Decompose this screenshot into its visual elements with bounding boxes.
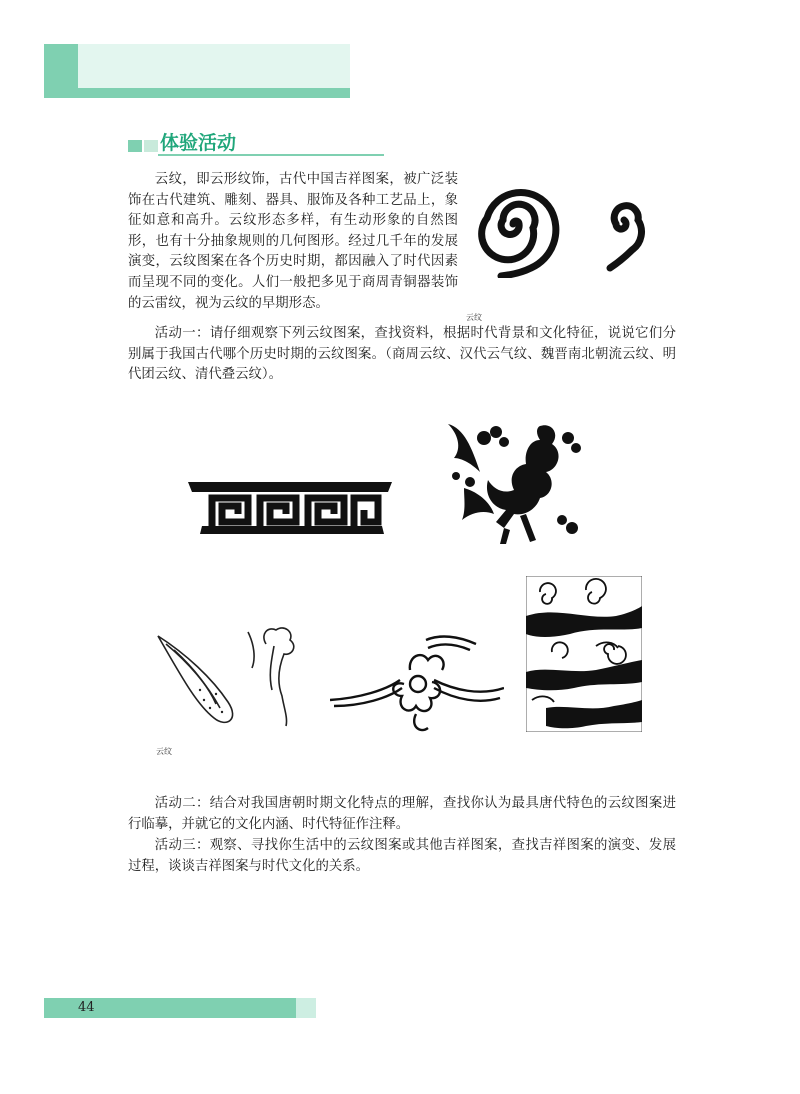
cluster-cloud-figure	[330, 630, 504, 734]
spiral-cloud-figure	[476, 178, 666, 278]
caption-bottom: 云纹	[156, 747, 172, 756]
heading-marker-light	[144, 140, 158, 152]
caption-top: 云纹	[466, 313, 482, 322]
heading-marker-dark	[128, 140, 142, 152]
section-title: 体验活动	[160, 132, 237, 154]
heading-underline	[158, 154, 384, 156]
intro-paragraph: 云纹，即云形纹饰，古代中国吉祥图案，被广泛装饰在古代建筑、雕刻、器具、服饰及各种工艺品上，象征如意和高升。云纹形态多样，有生动形象的自然图形，也有十分抽象规则的几何图形。经过几千年的发展演变，云纹图案在各个历史时期，都因融入了时代因素而呈现不同的变化。人们一般把多见于商周青铜器装饰的云雷纹，视为云纹的早期形态。	[128, 172, 458, 311]
spiral-right	[610, 206, 641, 268]
header-band-inner	[78, 44, 350, 88]
flowing-cloud-figure	[156, 624, 320, 728]
phoenix-cloud-figure	[444, 418, 590, 548]
layered-cloud-figure	[526, 576, 642, 732]
page-number: 44	[78, 1000, 95, 1015]
activity-three-paragraph: 活动三：观察、寻找你生活中的云纹图案或其他吉祥图案，查找吉祥图案的演变、发展过程，谈谈吉祥图案与时代文化的关系。	[128, 838, 676, 874]
activity-one-paragraph: 活动一：请仔细观察下列云纹图案，查找资料，根据时代背景和文化特征，说说它们分别属于我国古代哪个历史时期的云纹图案。（商周云纹、汉代云气纹、魏晋南北朝流云纹、明代团云纹、清代叠云纹）。	[128, 326, 676, 383]
spiral-left	[482, 192, 556, 276]
footer-band-end	[296, 998, 316, 1018]
activity-two-paragraph: 活动二：结合对我国唐朝时期文化特点的理解，查找你认为最具唐代特色的云纹图案进行临摹，并就它的文化内涵、时代特征作注释。	[128, 796, 676, 832]
fret-cloud-band-figure	[188, 480, 392, 536]
